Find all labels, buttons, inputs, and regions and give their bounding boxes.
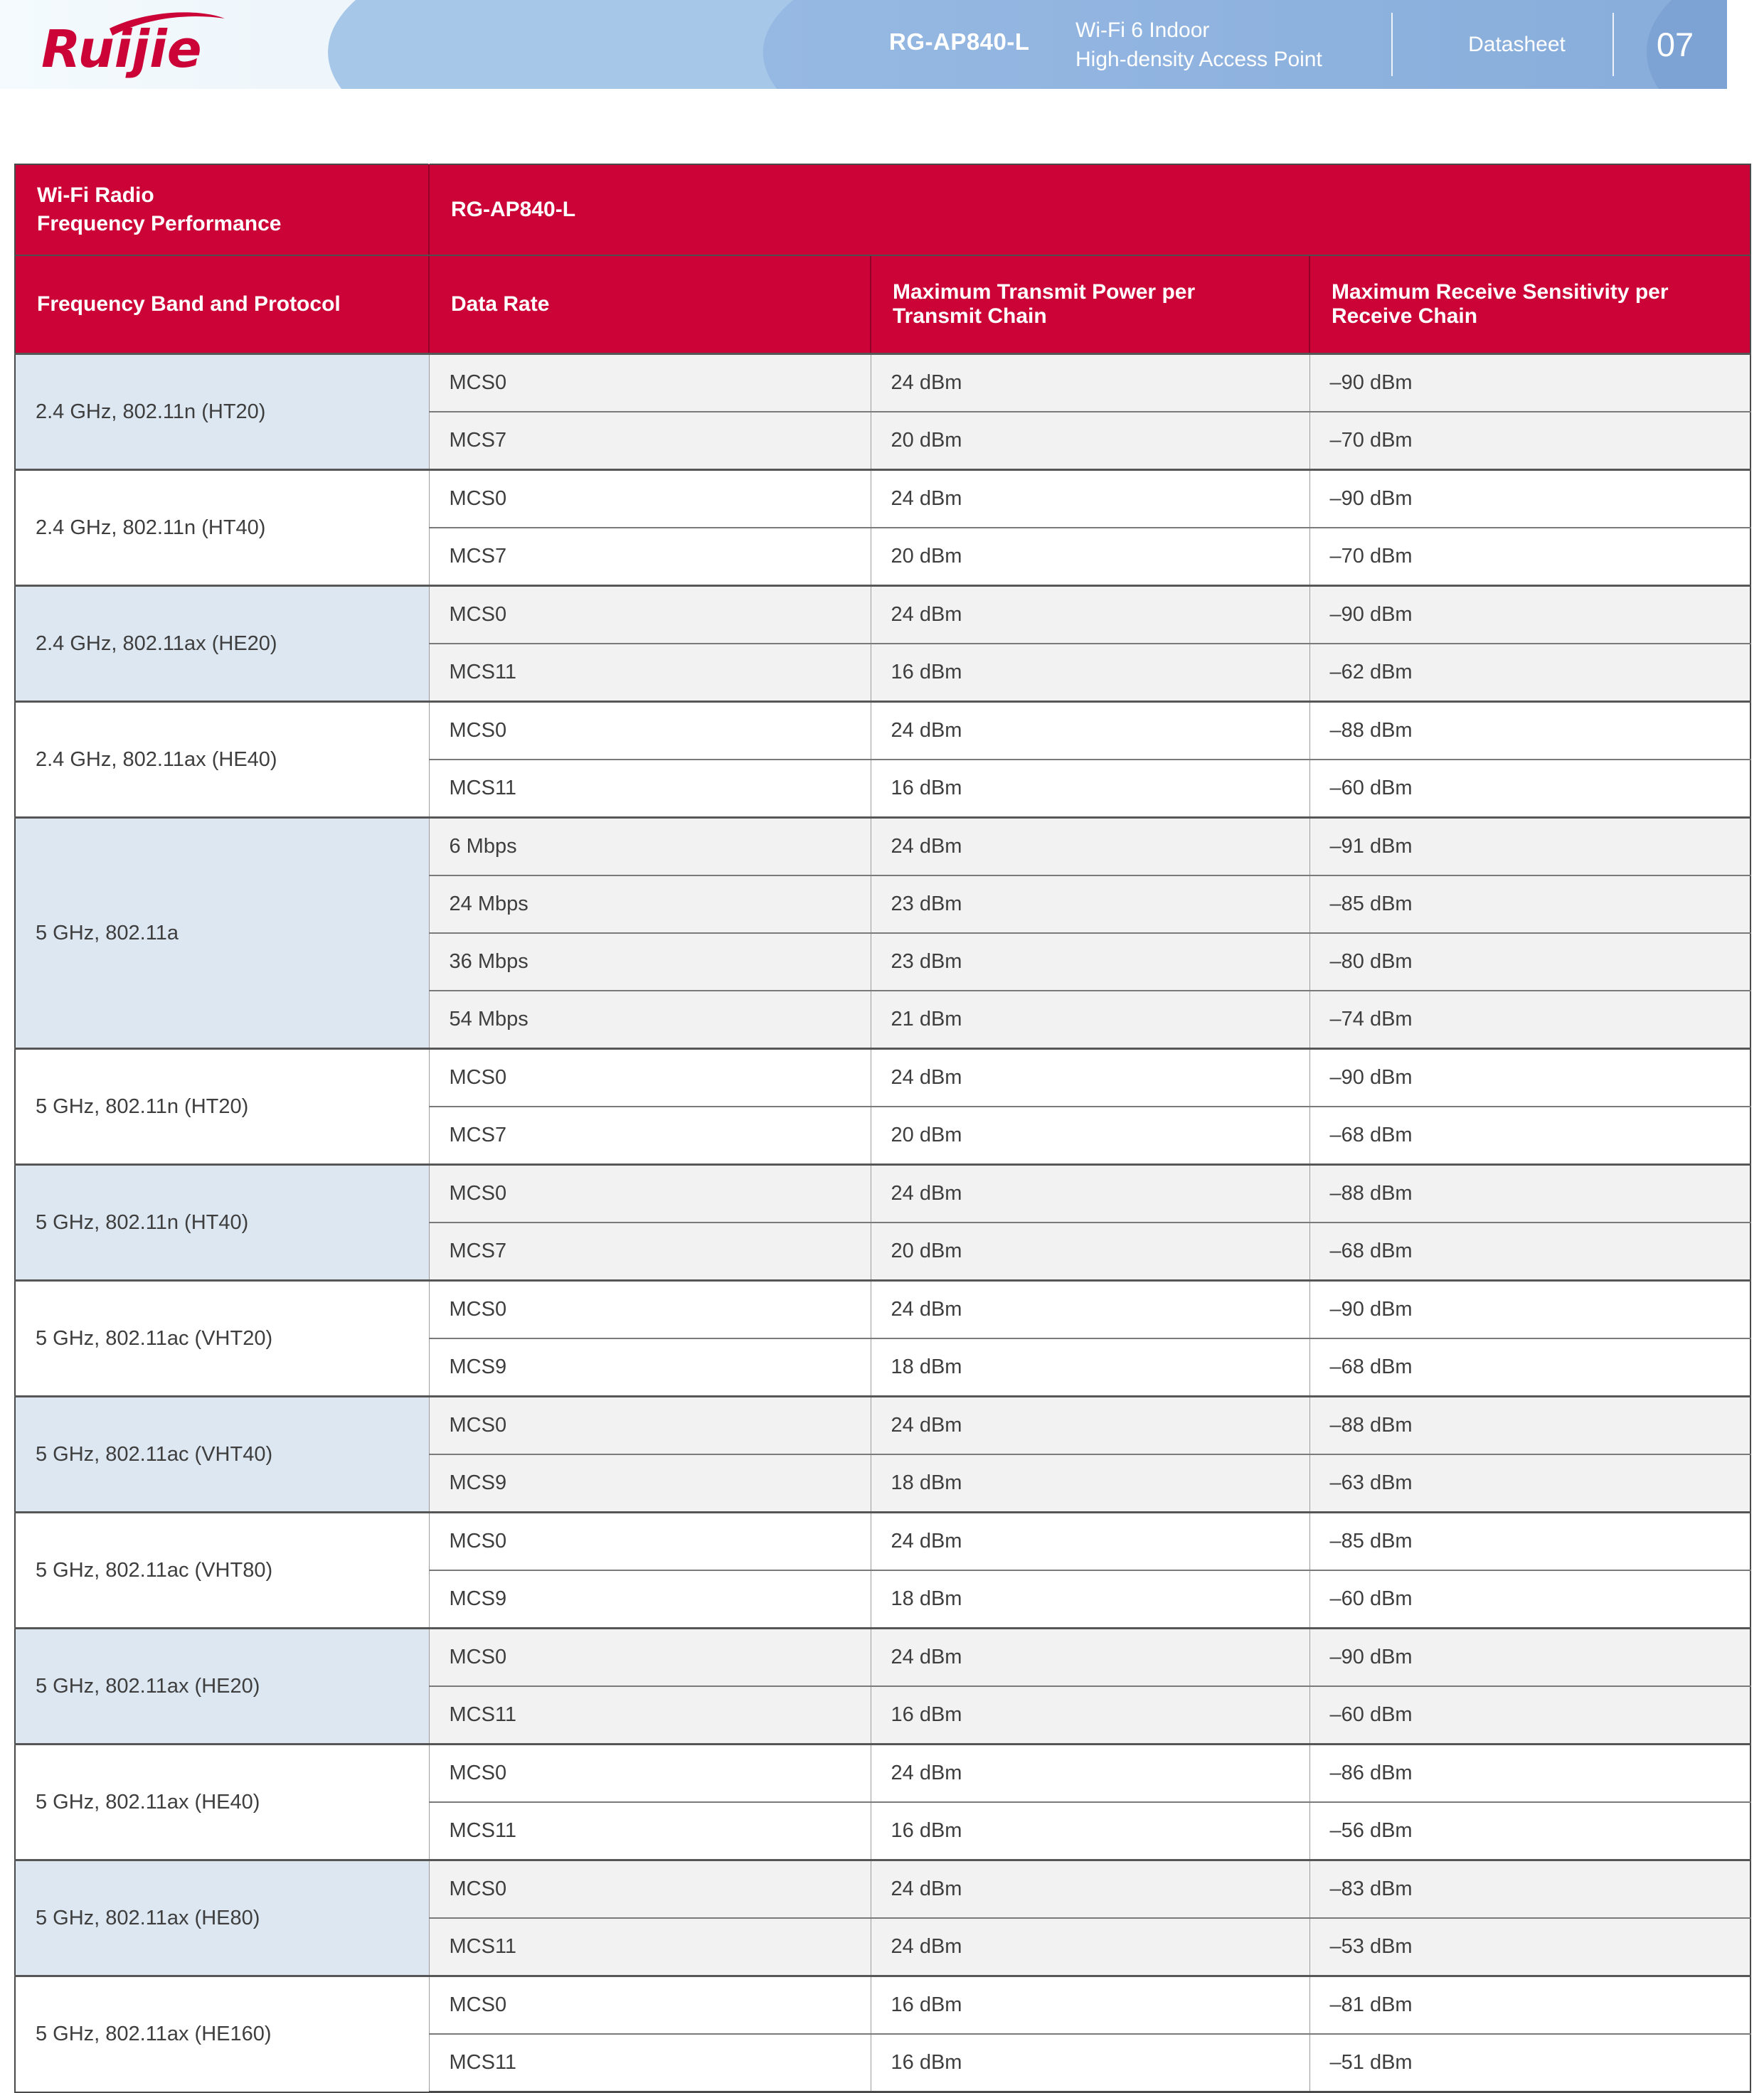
data-rate-cell: MCS11 bbox=[429, 1802, 871, 1860]
rx-sensitivity-cell: –88 dBm bbox=[1309, 702, 1750, 760]
col-header-rx-sensitivity: Maximum Receive Sensitivity per Receive Chain bbox=[1309, 255, 1750, 354]
header-divider bbox=[1391, 13, 1393, 76]
tx-power-cell: 20 dBm bbox=[871, 1223, 1309, 1281]
rx-sensitivity-cell: –68 dBm bbox=[1309, 1338, 1750, 1397]
rf-performance-table bbox=[14, 164, 1751, 2093]
data-rate-cell: MCS0 bbox=[429, 1513, 871, 1571]
band-label: 5 GHz, 802.11ac (VHT40) bbox=[15, 1397, 429, 1513]
data-rate-cell: MCS0 bbox=[429, 1860, 871, 1919]
data-rate-cell: MCS9 bbox=[429, 1338, 871, 1397]
band-label: 2.4 GHz, 802.11n (HT20) bbox=[15, 354, 429, 470]
data-rate-cell: MCS7 bbox=[429, 528, 871, 586]
tx-power-cell: 24 dBm bbox=[871, 1860, 1309, 1919]
tx-power-cell: 23 dBm bbox=[871, 875, 1309, 933]
data-rate-cell: MCS11 bbox=[429, 1686, 871, 1745]
tx-power-cell: 24 dBm bbox=[871, 1049, 1309, 1107]
band-label: 2.4 GHz, 802.11n (HT40) bbox=[15, 470, 429, 586]
data-rate-cell: MCS9 bbox=[429, 1454, 871, 1513]
table-row bbox=[15, 818, 1750, 876]
rx-sensitivity-cell: –51 dBm bbox=[1309, 2034, 1750, 2092]
data-rate-cell: 24 Mbps bbox=[429, 875, 871, 933]
data-rate-cell: MCS0 bbox=[429, 1281, 871, 1339]
col-header-frequency-band: Frequency Band and Protocol bbox=[15, 255, 429, 354]
data-rate-cell: MCS11 bbox=[429, 644, 871, 702]
band-label: 5 GHz, 802.11ax (HE80) bbox=[15, 1860, 429, 1976]
logo-wordmark: Ruijie bbox=[41, 19, 202, 79]
tx-power-cell: 18 dBm bbox=[871, 1338, 1309, 1397]
tx-power-cell: 18 dBm bbox=[871, 1570, 1309, 1629]
tx-power-cell: 16 dBm bbox=[871, 644, 1309, 702]
rx-sensitivity-cell: –63 dBm bbox=[1309, 1454, 1750, 1513]
data-rate-cell: MCS7 bbox=[429, 412, 871, 470]
data-rate-cell: MCS11 bbox=[429, 1918, 871, 1976]
band-label: 5 GHz, 802.11n (HT40) bbox=[15, 1165, 429, 1281]
table-model-header: RG-AP840-L bbox=[429, 164, 1750, 255]
rx-sensitivity-cell: –60 dBm bbox=[1309, 760, 1750, 818]
table-row bbox=[15, 1745, 1750, 1803]
col-header-data-rate: Data Rate bbox=[429, 255, 871, 354]
tx-power-cell: 24 dBm bbox=[871, 1629, 1309, 1687]
rx-sensitivity-cell: –90 dBm bbox=[1309, 470, 1750, 528]
tx-power-cell: 21 dBm bbox=[871, 991, 1309, 1049]
data-rate-cell: MCS0 bbox=[429, 1397, 871, 1455]
tx-power-cell: 16 dBm bbox=[871, 760, 1309, 818]
rx-sensitivity-cell: –86 dBm bbox=[1309, 1745, 1750, 1803]
band-label: 5 GHz, 802.11n (HT20) bbox=[15, 1049, 429, 1165]
rx-sensitivity-cell: –90 dBm bbox=[1309, 586, 1750, 644]
ruijie-logo bbox=[41, 10, 269, 81]
data-rate-cell: MCS0 bbox=[429, 354, 871, 412]
tx-power-cell: 24 dBm bbox=[871, 586, 1309, 644]
rx-sensitivity-cell: –74 dBm bbox=[1309, 991, 1750, 1049]
data-rate-cell: MCS9 bbox=[429, 1570, 871, 1629]
rx-sensitivity-cell: –68 dBm bbox=[1309, 1223, 1750, 1281]
product-name-line2: High-density Access Point bbox=[1075, 47, 1322, 71]
tx-power-cell: 24 dBm bbox=[871, 1397, 1309, 1455]
tx-power-cell: 20 dBm bbox=[871, 1107, 1309, 1165]
rx-sensitivity-cell: –85 dBm bbox=[1309, 1513, 1750, 1571]
rx-sensitivity-cell: –68 dBm bbox=[1309, 1107, 1750, 1165]
band-label: 5 GHz, 802.11ax (HE40) bbox=[15, 1745, 429, 1860]
header-model: RG-AP840-L bbox=[889, 28, 1030, 55]
data-rate-cell: 54 Mbps bbox=[429, 991, 871, 1049]
tx-power-cell: 24 dBm bbox=[871, 1165, 1309, 1223]
data-rate-cell: MCS0 bbox=[429, 1629, 871, 1687]
page-header bbox=[0, 0, 1727, 89]
table-title-row bbox=[15, 164, 1750, 255]
header-doc-type: Datasheet bbox=[1468, 32, 1566, 56]
rx-sensitivity-cell: –80 dBm bbox=[1309, 933, 1750, 991]
rx-sensitivity-cell: –62 dBm bbox=[1309, 644, 1750, 702]
table-row bbox=[15, 586, 1750, 644]
rx-sensitivity-cell: –91 dBm bbox=[1309, 818, 1750, 876]
rx-sensitivity-cell: –88 dBm bbox=[1309, 1397, 1750, 1455]
data-rate-cell: MCS7 bbox=[429, 1223, 871, 1281]
band-label: 5 GHz, 802.11ac (VHT20) bbox=[15, 1281, 429, 1397]
band-label: 5 GHz, 802.11ax (HE20) bbox=[15, 1629, 429, 1745]
tx-power-cell: 24 dBm bbox=[871, 818, 1309, 876]
tx-power-cell: 20 dBm bbox=[871, 528, 1309, 586]
tx-power-cell: 16 dBm bbox=[871, 1802, 1309, 1860]
band-label: 5 GHz, 802.11ax (HE160) bbox=[15, 1976, 429, 2092]
table-row bbox=[15, 354, 1750, 412]
tx-power-cell: 18 dBm bbox=[871, 1454, 1309, 1513]
band-label: 2.4 GHz, 802.11ax (HE40) bbox=[15, 702, 429, 818]
tx-power-cell: 16 dBm bbox=[871, 1976, 1309, 2035]
tx-power-cell: 20 dBm bbox=[871, 412, 1309, 470]
table-row bbox=[15, 1976, 1750, 2035]
tx-power-cell: 23 dBm bbox=[871, 933, 1309, 991]
rx-sensitivity-cell: –90 dBm bbox=[1309, 354, 1750, 412]
data-rate-cell: 6 Mbps bbox=[429, 818, 871, 876]
data-rate-cell: MCS0 bbox=[429, 470, 871, 528]
table-row bbox=[15, 1281, 1750, 1339]
data-rate-cell: MCS0 bbox=[429, 1976, 871, 2035]
rx-sensitivity-cell: –53 dBm bbox=[1309, 1918, 1750, 1976]
table-row bbox=[15, 1513, 1750, 1571]
rx-sensitivity-cell: –88 dBm bbox=[1309, 1165, 1750, 1223]
rx-sensitivity-cell: –60 dBm bbox=[1309, 1570, 1750, 1629]
data-rate-cell: MCS11 bbox=[429, 2034, 871, 2092]
data-rate-cell: MCS7 bbox=[429, 1107, 871, 1165]
data-rate-cell: MCS0 bbox=[429, 1745, 871, 1803]
rx-sensitivity-cell: –56 dBm bbox=[1309, 1802, 1750, 1860]
tx-power-cell: 24 dBm bbox=[871, 1745, 1309, 1803]
data-rate-cell: 36 Mbps bbox=[429, 933, 871, 991]
tx-power-cell: 24 dBm bbox=[871, 702, 1309, 760]
tx-power-cell: 24 dBm bbox=[871, 354, 1309, 412]
rx-sensitivity-cell: –90 dBm bbox=[1309, 1629, 1750, 1687]
rx-sensitivity-cell: –83 dBm bbox=[1309, 1860, 1750, 1919]
data-rate-cell: MCS0 bbox=[429, 1165, 871, 1223]
data-rate-cell: MCS0 bbox=[429, 1049, 871, 1107]
data-rate-cell: MCS11 bbox=[429, 760, 871, 818]
table-row bbox=[15, 1860, 1750, 1919]
data-rate-cell: MCS0 bbox=[429, 702, 871, 760]
product-name-line1: Wi-Fi 6 Indoor bbox=[1075, 18, 1210, 42]
col-header-tx-power: Maximum Transmit Power per Transmit Chain bbox=[871, 255, 1309, 354]
table-column-header-row bbox=[15, 255, 1750, 354]
table-row bbox=[15, 1629, 1750, 1687]
header-divider bbox=[1612, 13, 1614, 76]
table-row bbox=[15, 1165, 1750, 1223]
rx-sensitivity-cell: –85 dBm bbox=[1309, 875, 1750, 933]
table-row bbox=[15, 470, 1750, 528]
tx-power-cell: 24 dBm bbox=[871, 1281, 1309, 1339]
tx-power-cell: 24 dBm bbox=[871, 470, 1309, 528]
tx-power-cell: 24 dBm bbox=[871, 1513, 1309, 1571]
table-row bbox=[15, 1049, 1750, 1107]
tx-power-cell: 16 dBm bbox=[871, 2034, 1309, 2092]
tx-power-cell: 24 dBm bbox=[871, 1918, 1309, 1976]
rx-sensitivity-cell: –90 dBm bbox=[1309, 1281, 1750, 1339]
rx-sensitivity-cell: –70 dBm bbox=[1309, 528, 1750, 586]
rx-sensitivity-cell: –90 dBm bbox=[1309, 1049, 1750, 1107]
band-label: 5 GHz, 802.11a bbox=[15, 818, 429, 1049]
tx-power-cell: 16 dBm bbox=[871, 1686, 1309, 1745]
table-title: Wi-Fi Radio Frequency Performance bbox=[15, 164, 429, 255]
table-row bbox=[15, 1397, 1750, 1455]
rx-sensitivity-cell: –70 dBm bbox=[1309, 412, 1750, 470]
page-number: 07 bbox=[1656, 26, 1694, 63]
band-label: 5 GHz, 802.11ac (VHT80) bbox=[15, 1513, 429, 1629]
rx-sensitivity-cell: –60 dBm bbox=[1309, 1686, 1750, 1745]
table-row bbox=[15, 702, 1750, 760]
band-label: 2.4 GHz, 802.11ax (HE20) bbox=[15, 586, 429, 702]
rx-sensitivity-cell: –81 dBm bbox=[1309, 1976, 1750, 2035]
data-rate-cell: MCS0 bbox=[429, 586, 871, 644]
header-product-name bbox=[1075, 0, 1322, 89]
